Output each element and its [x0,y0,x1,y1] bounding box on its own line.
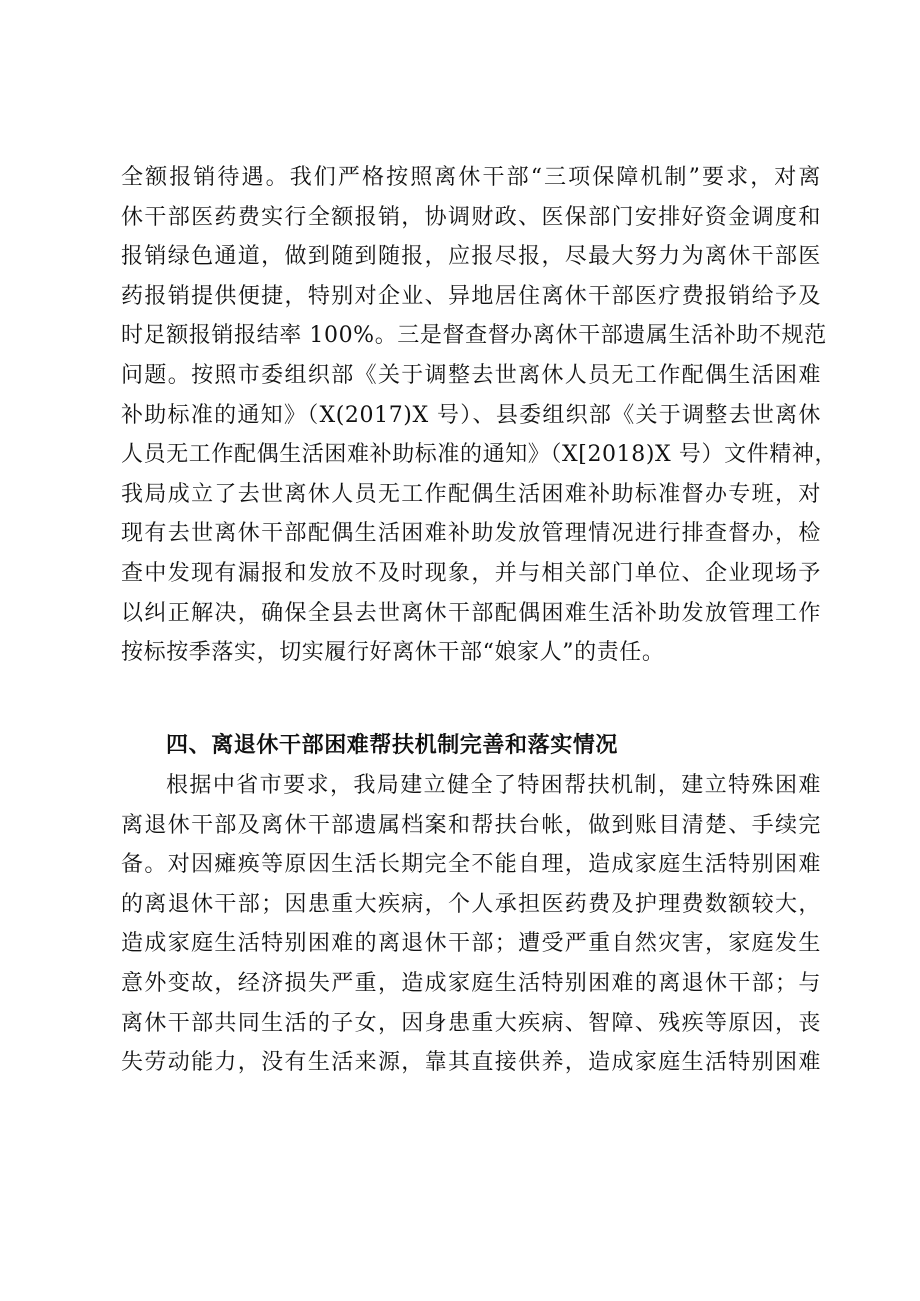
paragraph-line: 离退休干部及离休干部遗属档案和帮扶台帐，做到账目清楚、手续完 [121,812,821,838]
paragraph-line: 问题。按照市委组织部《关于调整去世离休人员无工作配偶生活困难 [121,362,821,388]
paragraph-line: 我局成立了去世离休人员无工作配偶生活困难补助标准督办专班，对 [121,481,821,507]
paragraph-line: 按标按季落实，切实履行好离休干部“娘家人”的责任。 [121,640,665,666]
paragraph-line: 补助标准的通知》（X(2017)X 号）、县委组织部《关于调整去世离休 [121,402,821,428]
paragraph-line: 时足额报销报结率 100%。三是督查督办离休干部遗属生活补助不规范 [121,323,827,349]
paragraph-line: 失劳动能力，没有生活来源，靠其直接供养，造成家庭生活特别困难 [121,1050,821,1076]
paragraph-line: 查中发现有漏报和发放不及时现象，并与相关部门单位、企业现场予 [121,560,821,586]
paragraph-line: 根据中省市要求，我局建立健全了特困帮扶机制，建立特殊困难 [166,773,821,798]
paragraph-line: 人员无工作配偶生活困难补助标准的通知》（X[2018)X 号）文件精神， [121,442,838,468]
section-4-paragraph [121,766,821,1083]
section-4-heading: 四、离退休干部困难帮扶机制完善和落实情况 [166,733,619,758]
paragraph-line: 全额报销待遇。我们严格按照离休干部“三项保障机制”要求，对离 [121,165,821,190]
paragraph-line: 备。对因瘫痪等原因生活长期完全不能自理，造成家庭生活特别困难 [121,852,821,878]
paragraph-line: 的离退休干部；因患重大疾病，个人承担医药费及护理费数额较大， [121,891,821,917]
paragraph-line: 休干部医药费实行全额报销，协调财政、医保部门安排好资金调度和 [121,204,821,230]
paragraph-line: 现有去世离休干部配偶生活困难补助发放管理情况进行排查督办，检 [121,521,821,547]
section-3-paragraph [121,158,838,673]
paragraph-line: 以纠正解决，确保全县去世离休干部配偶困难生活补助发放管理工作 [121,600,821,626]
paragraph-line: 药报销提供便捷，特别对企业、异地居住离休干部医疗费报销给予及 [121,283,821,309]
paragraph-line: 意外变故，经济损失严重，造成家庭生活特别困难的离退休干部；与 [121,970,821,996]
paragraph-line: 造成家庭生活特别困难的离退休干部；遭受严重自然灾害，家庭发生 [121,931,821,957]
paragraph-line: 报销绿色通道，做到随到随报，应报尽报，尽最大努力为离休干部医 [121,244,821,270]
paragraph-line: 离休干部共同生活的子女，因身患重大疾病、智障、残疾等原因，丧 [121,1010,821,1036]
